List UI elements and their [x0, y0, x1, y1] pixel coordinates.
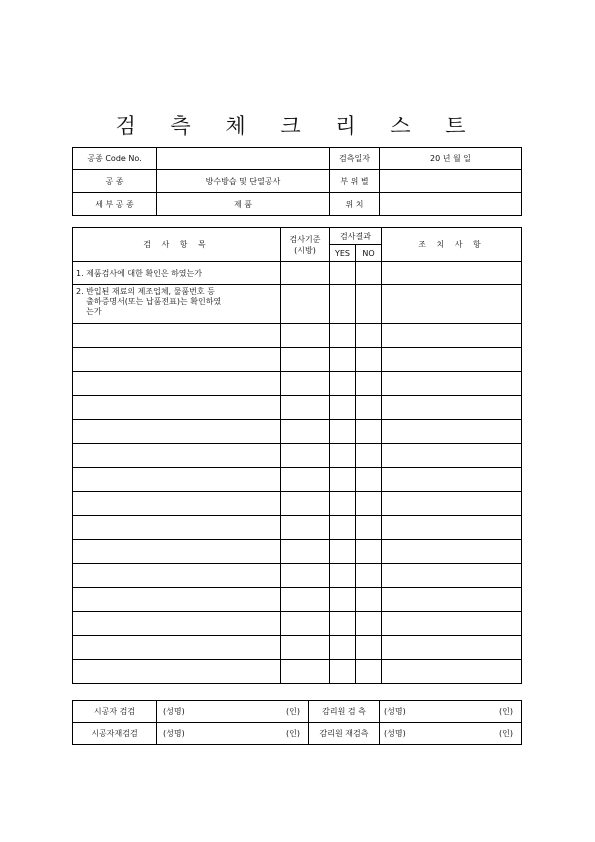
blank-row	[73, 492, 522, 516]
signature-cell-contractor[interactable]	[157, 701, 309, 723]
action-cell[interactable]	[382, 492, 522, 516]
criteria-cell[interactable]	[281, 636, 330, 660]
info-label-sub-type: 세 부 공 종	[73, 193, 157, 216]
item-cell[interactable]	[73, 468, 281, 492]
action-cell[interactable]	[382, 372, 522, 396]
item-cell[interactable]	[73, 516, 281, 540]
item-cell[interactable]	[73, 660, 281, 684]
info-value-work-type[interactable]: 방수방습 및 단열공사	[157, 170, 330, 193]
criteria-cell[interactable]	[281, 564, 330, 588]
no-cell[interactable]	[356, 324, 382, 348]
blank-row	[73, 564, 522, 588]
yes-cell[interactable]	[330, 564, 356, 588]
no-cell[interactable]	[356, 588, 382, 612]
signature-cell-supervisor[interactable]	[380, 701, 522, 723]
criteria-cell[interactable]	[281, 540, 330, 564]
info-table	[72, 147, 522, 216]
seal-label: (인)	[499, 729, 513, 738]
action-cell[interactable]	[382, 262, 522, 285]
action-cell[interactable]	[382, 444, 522, 468]
signature-cell-supervisor-recheck[interactable]	[380, 723, 522, 745]
no-cell[interactable]	[356, 262, 382, 285]
no-cell[interactable]	[356, 396, 382, 420]
item-cell[interactable]	[73, 324, 281, 348]
criteria-cell[interactable]	[281, 372, 330, 396]
signature-label-contractor-recheck: 시공자재검검	[73, 723, 157, 745]
action-cell[interactable]	[382, 636, 522, 660]
no-cell[interactable]	[356, 516, 382, 540]
yes-cell[interactable]	[330, 516, 356, 540]
blank-row	[73, 612, 522, 636]
item-cell[interactable]	[73, 636, 281, 660]
action-cell[interactable]	[382, 564, 522, 588]
criteria-cell[interactable]	[281, 660, 330, 684]
item-cell[interactable]	[73, 492, 281, 516]
action-cell[interactable]	[382, 612, 522, 636]
signature-name-label: (성명)	[163, 729, 185, 738]
yes-cell[interactable]	[330, 262, 356, 285]
no-cell[interactable]	[356, 636, 382, 660]
checklist-item-1: 1. 제품검사에 대한 확인은 하였는가	[73, 262, 281, 285]
action-cell[interactable]	[382, 396, 522, 420]
signature-cell-contractor-recheck[interactable]	[157, 723, 309, 745]
blank-row	[73, 468, 522, 492]
yes-cell[interactable]	[330, 660, 356, 684]
info-value-code[interactable]	[157, 148, 330, 170]
yes-cell[interactable]	[330, 396, 356, 420]
seal-label: (인)	[286, 729, 300, 738]
item-cell[interactable]	[73, 372, 281, 396]
signature-table	[72, 700, 522, 745]
action-cell[interactable]	[382, 468, 522, 492]
signature-name-label: (성명)	[163, 707, 185, 716]
checklist-table	[72, 227, 522, 684]
no-cell[interactable]	[356, 660, 382, 684]
yes-cell[interactable]	[330, 588, 356, 612]
no-cell[interactable]	[356, 444, 382, 468]
action-cell[interactable]	[382, 324, 522, 348]
criteria-cell[interactable]	[281, 516, 330, 540]
blank-row	[73, 444, 522, 468]
blank-row	[73, 396, 522, 420]
criteria-cell[interactable]	[281, 262, 330, 285]
criteria-cell[interactable]	[281, 444, 330, 468]
signature-label-contractor: 시공자 검검	[73, 701, 157, 723]
criteria-cell[interactable]	[281, 348, 330, 372]
info-value-part[interactable]	[380, 170, 522, 193]
page-title: 검 측 체 크 리 스 트	[115, 114, 480, 138]
yes-cell[interactable]	[330, 636, 356, 660]
action-cell[interactable]	[382, 420, 522, 444]
criteria-cell[interactable]	[281, 420, 330, 444]
seal-label: (인)	[286, 707, 300, 716]
criteria-cell[interactable]	[281, 285, 330, 324]
action-cell[interactable]	[382, 660, 522, 684]
no-cell[interactable]	[356, 372, 382, 396]
info-label-date: 검측일자	[330, 148, 380, 170]
blank-row	[73, 636, 522, 660]
criteria-cell[interactable]	[281, 324, 330, 348]
criteria-cell[interactable]	[281, 612, 330, 636]
info-value-sub-type[interactable]: 제 품	[157, 193, 330, 216]
item-cell[interactable]	[73, 396, 281, 420]
info-label-location: 위 치	[330, 193, 380, 216]
action-cell[interactable]	[382, 588, 522, 612]
no-cell[interactable]	[356, 468, 382, 492]
info-label-work-type: 공 종	[73, 170, 157, 193]
no-cell[interactable]	[356, 285, 382, 324]
header-inspection-item: 검 사 항 목	[73, 228, 281, 262]
seal-label: (인)	[499, 707, 513, 716]
no-cell[interactable]	[356, 348, 382, 372]
blank-row	[73, 348, 522, 372]
header-yes: YES	[330, 245, 356, 262]
item-cell[interactable]	[73, 612, 281, 636]
blank-row	[73, 324, 522, 348]
yes-cell[interactable]	[330, 348, 356, 372]
criteria-cell[interactable]	[281, 492, 330, 516]
action-cell[interactable]	[382, 285, 522, 324]
info-label-code: 공종 Code No.	[73, 148, 157, 170]
item-cell[interactable]	[73, 588, 281, 612]
no-cell[interactable]	[356, 564, 382, 588]
signature-label-supervisor: 감리원 검 측	[309, 701, 380, 723]
item-cell[interactable]	[73, 444, 281, 468]
yes-cell[interactable]	[330, 492, 356, 516]
yes-cell[interactable]	[330, 420, 356, 444]
action-cell[interactable]	[382, 540, 522, 564]
blank-row	[73, 540, 522, 564]
signature-label-supervisor-recheck: 감리원 재검측	[309, 723, 380, 745]
blank-row	[73, 420, 522, 444]
item-cell[interactable]	[73, 540, 281, 564]
yes-cell[interactable]	[330, 540, 356, 564]
blank-row	[73, 516, 522, 540]
action-cell[interactable]	[382, 516, 522, 540]
info-value-date[interactable]: 20 년 월 일	[380, 148, 522, 170]
yes-cell[interactable]	[330, 612, 356, 636]
no-cell[interactable]	[356, 612, 382, 636]
header-criteria: 검사기준 (시방)	[281, 228, 330, 262]
yes-cell[interactable]	[330, 468, 356, 492]
blank-row	[73, 588, 522, 612]
yes-cell[interactable]	[330, 285, 356, 324]
no-cell[interactable]	[356, 420, 382, 444]
action-cell[interactable]	[382, 348, 522, 372]
yes-cell[interactable]	[330, 372, 356, 396]
blank-row	[73, 372, 522, 396]
info-value-location[interactable]	[380, 193, 522, 216]
header-result: 검사결과	[330, 228, 382, 245]
criteria-cell[interactable]	[281, 588, 330, 612]
header-no: NO	[356, 245, 382, 262]
signature-name-label: (성명)	[384, 729, 406, 738]
yes-cell[interactable]	[330, 324, 356, 348]
item-cell[interactable]	[73, 420, 281, 444]
no-cell[interactable]	[356, 492, 382, 516]
yes-cell[interactable]	[330, 444, 356, 468]
criteria-cell[interactable]	[281, 468, 330, 492]
item-cell[interactable]	[73, 564, 281, 588]
item-cell[interactable]	[73, 348, 281, 372]
criteria-cell[interactable]	[281, 396, 330, 420]
blank-row	[73, 660, 522, 684]
header-action: 조 치 사 항	[382, 228, 522, 262]
info-label-part: 부 위 별	[330, 170, 380, 193]
signature-name-label: (성명)	[384, 707, 406, 716]
checklist-item-2: 2. 반입된 재료의 제조업체, 물품번호 등 출하증명서(또는 납품전표)는 확인하였 는가	[73, 285, 281, 324]
no-cell[interactable]	[356, 540, 382, 564]
